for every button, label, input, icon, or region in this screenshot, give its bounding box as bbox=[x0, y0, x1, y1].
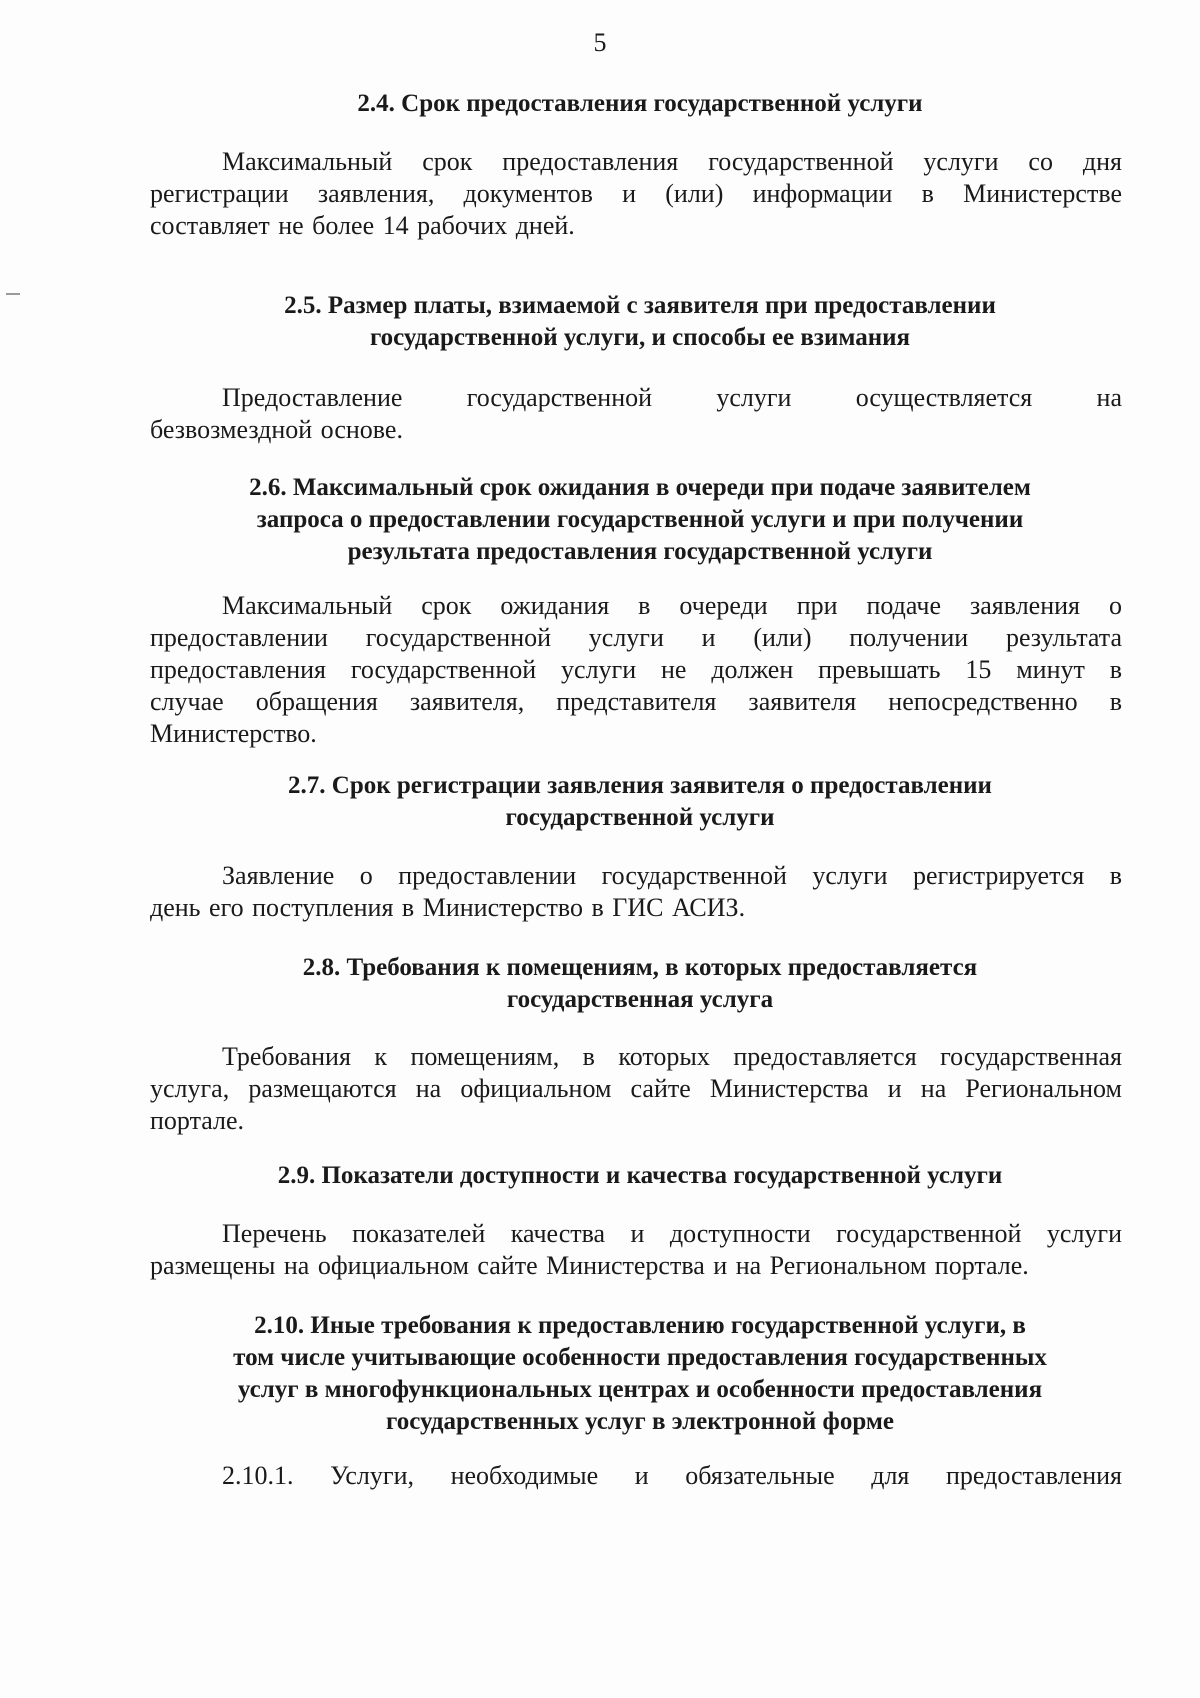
heading-line: государственных услуг в электронной форме bbox=[385, 1408, 894, 1435]
heading-line: 2.9. Показатели доступности и качества государственной услуги bbox=[277, 1162, 1003, 1189]
heading-line: запроса о предоставлении государственной услуги и при получении bbox=[256, 506, 1024, 533]
heading-line: государственной услуги bbox=[505, 804, 775, 831]
body-line: 2.10.1. Услуги, необходимые и обязательные для предоставления bbox=[222, 1461, 1122, 1490]
section-heading-2-6 bbox=[150, 472, 1130, 568]
section-heading-2-9 bbox=[150, 1160, 1130, 1192]
body-line: Заявление о предоставлении государственной услуги регистрируется в bbox=[222, 861, 1122, 890]
body-line: Максимальный срок ожидания в очереди при подаче заявления о bbox=[222, 591, 1122, 620]
heading-line: 2.10. Иные требования к предоставлению государственной услуги, в bbox=[254, 1312, 1026, 1339]
body-line: размещены на официальном сайте Министерства и на Региональном портале. bbox=[150, 1251, 1029, 1280]
body-line: Министерство. bbox=[150, 719, 317, 748]
section-body-2-10 bbox=[150, 1460, 1122, 1492]
heading-line: государственной услуги, и способы ее взимания bbox=[369, 324, 911, 351]
heading-line: том числе учитывающие особенности предоставления государственных bbox=[233, 1344, 1047, 1371]
body-line: предоставлении государственной услуги и (или) получении результата bbox=[150, 623, 1122, 652]
section-heading-2-4 bbox=[150, 88, 1130, 120]
margin-mark bbox=[6, 293, 20, 295]
page-number: 5 bbox=[593, 28, 607, 57]
section-body-2-8 bbox=[150, 1041, 1122, 1137]
heading-line: 2.5. Размер платы, взимаемой с заявителя при предоставлении bbox=[284, 292, 996, 319]
section-heading-2-10 bbox=[150, 1310, 1130, 1438]
heading-line: 2.4. Срок предоставления государственной услуги bbox=[357, 90, 923, 117]
body-line: случае обращения заявителя, представителя заявителя непосредственно в bbox=[150, 687, 1122, 716]
section-heading-2-5 bbox=[150, 290, 1130, 354]
body-line: безвозмездной основе. bbox=[150, 415, 403, 444]
section-body-2-4 bbox=[150, 146, 1122, 242]
body-line: составляет не более 14 рабочих дней. bbox=[150, 211, 575, 240]
body-line: день его поступления в Министерство в ГИС АСИЗ. bbox=[150, 893, 746, 922]
body-line: регистрации заявления, документов и (или) информации в Министерстве bbox=[150, 179, 1122, 208]
heading-line: услуг в многофункциональных центрах и особенности предоставления bbox=[237, 1376, 1043, 1403]
section-heading-2-8 bbox=[150, 952, 1130, 1016]
body-line: услуга, размещаются на официальном сайте Министерства и на Региональном bbox=[150, 1074, 1122, 1103]
body-line: портале. bbox=[150, 1106, 245, 1135]
body-line: Предоставление государственной услуги осуществляется на bbox=[222, 383, 1122, 412]
section-body-2-5 bbox=[150, 382, 1122, 446]
body-line: Перечень показателей качества и доступности государственной услуги bbox=[222, 1219, 1122, 1248]
section-body-2-9 bbox=[150, 1218, 1122, 1282]
body-line: Максимальный срок предоставления государственной услуги со дня bbox=[222, 147, 1122, 176]
heading-line: государственная услуга bbox=[506, 986, 774, 1013]
body-line: Требования к помещениям, в которых предоставляется государственная bbox=[222, 1042, 1122, 1071]
heading-line: 2.7. Срок регистрации заявления заявителя о предоставлении bbox=[288, 772, 992, 799]
section-body-2-6 bbox=[150, 590, 1122, 750]
section-heading-2-7 bbox=[150, 770, 1130, 834]
heading-line: 2.8. Требования к помещениям, в которых предоставляется bbox=[302, 954, 978, 981]
heading-line: результата предоставления государственной услуги bbox=[347, 538, 933, 565]
body-line: предоставления государственной услуги не должен превышать 15 минут в bbox=[150, 655, 1122, 684]
heading-line: 2.6. Максимальный срок ожидания в очереди при подаче заявителем bbox=[249, 474, 1031, 501]
section-body-2-7 bbox=[150, 860, 1122, 924]
